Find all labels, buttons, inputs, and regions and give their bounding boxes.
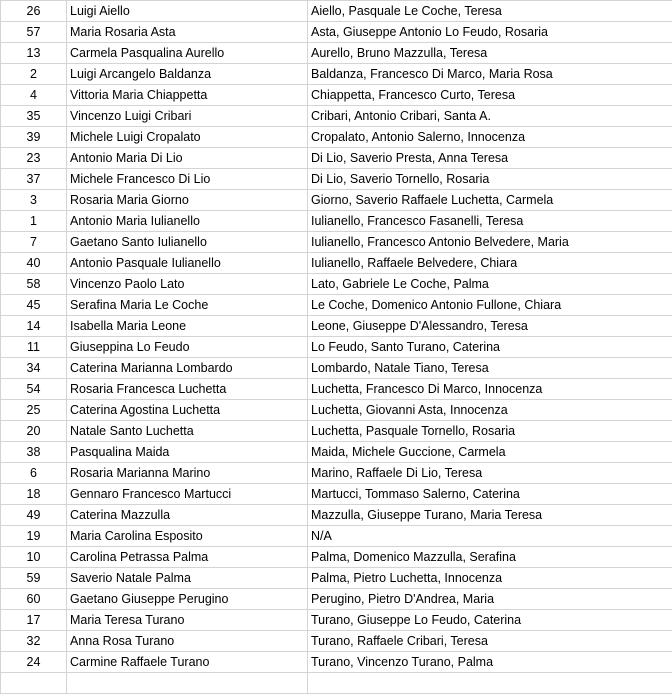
table-row xyxy=(1,337,672,358)
table-row xyxy=(1,547,672,568)
name-cell[interactable]: Anna Rosa Turano xyxy=(67,631,308,652)
name-cell[interactable]: Gaetano Santo Iulianello xyxy=(67,232,308,253)
name-cell[interactable]: Giuseppina Lo Feudo xyxy=(67,337,308,358)
name-cell[interactable]: Isabella Maria Leone xyxy=(67,316,308,337)
id-cell[interactable]: 1 xyxy=(1,211,67,232)
name-cell[interactable]: Vittoria Maria Chiappetta xyxy=(67,85,308,106)
table-body xyxy=(1,1,672,694)
table-row xyxy=(1,85,672,106)
id-cell[interactable]: 4 xyxy=(1,85,67,106)
name-cell[interactable]: Serafina Maria Le Coche xyxy=(67,295,308,316)
id-cell[interactable]: 7 xyxy=(1,232,67,253)
table-row xyxy=(1,127,672,148)
name-cell[interactable]: Caterina Marianna Lombardo xyxy=(67,358,308,379)
name-cell[interactable]: Caterina Agostina Luchetta xyxy=(67,400,308,421)
name-cell[interactable]: Carmela Pasqualina Aurello xyxy=(67,43,308,64)
name-cell[interactable]: Vincenzo Luigi Cribari xyxy=(67,106,308,127)
id-cell[interactable]: 2 xyxy=(1,64,67,85)
id-cell[interactable]: 23 xyxy=(1,148,67,169)
parents-cell[interactable]: Iulianello, Francesco Fasanelli, Teresa xyxy=(308,211,672,232)
name-cell[interactable]: Pasqualina Maida xyxy=(67,442,308,463)
table-row xyxy=(1,526,672,547)
name-cell[interactable]: Saverio Natale Palma xyxy=(67,568,308,589)
parents-cell[interactable]: Baldanza, Francesco Di Marco, Maria Rosa xyxy=(308,64,672,85)
id-cell[interactable]: 38 xyxy=(1,442,67,463)
id-cell[interactable]: 40 xyxy=(1,253,67,274)
table-row xyxy=(1,631,672,652)
id-cell[interactable]: 3 xyxy=(1,190,67,211)
parents-cell[interactable]: Luchetta, Pasquale Tornello, Rosaria xyxy=(308,421,672,442)
name-cell[interactable]: Natale Santo Luchetta xyxy=(67,421,308,442)
id-cell[interactable]: 26 xyxy=(1,1,67,22)
name-cell[interactable]: Maria Teresa Turano xyxy=(67,610,308,631)
table-row xyxy=(1,106,672,127)
id-cell[interactable]: 57 xyxy=(1,22,67,43)
table-row xyxy=(1,64,672,85)
table-row xyxy=(1,232,672,253)
id-cell[interactable]: 49 xyxy=(1,505,67,526)
parents-cell[interactable]: Lo Feudo, Santo Turano, Caterina xyxy=(308,337,672,358)
parents-cell[interactable]: Lato, Gabriele Le Coche, Palma xyxy=(308,274,672,295)
parents-cell[interactable]: Turano, Raffaele Cribari, Teresa xyxy=(308,631,672,652)
parents-cell[interactable]: Di Lio, Saverio Tornello, Rosaria xyxy=(308,169,672,190)
name-cell[interactable]: Maria Rosaria Asta xyxy=(67,22,308,43)
parents-cell[interactable]: Luchetta, Francesco Di Marco, Innocenza xyxy=(308,379,672,400)
table-row xyxy=(1,442,672,463)
empty-row xyxy=(1,673,672,694)
parents-cell[interactable]: Mazzulla, Giuseppe Turano, Maria Teresa xyxy=(308,505,672,526)
name-cell[interactable]: Antonio Maria Di Lio xyxy=(67,148,308,169)
id-cell[interactable]: 18 xyxy=(1,484,67,505)
id-cell[interactable]: 54 xyxy=(1,379,67,400)
parents-cell[interactable]: Leone, Giuseppe D'Alessandro, Teresa xyxy=(308,316,672,337)
name-cell[interactable]: Vincenzo Paolo Lato xyxy=(67,274,308,295)
parents-cell[interactable]: Iulianello, Raffaele Belvedere, Chiara xyxy=(308,253,672,274)
parents-cell[interactable]: Asta, Giuseppe Antonio Lo Feudo, Rosaria xyxy=(308,22,672,43)
id-cell[interactable]: 35 xyxy=(1,106,67,127)
id-cell[interactable]: 58 xyxy=(1,274,67,295)
parents-cell[interactable]: Aurello, Bruno Mazzulla, Teresa xyxy=(308,43,672,64)
id-cell[interactable]: 39 xyxy=(1,127,67,148)
id-cell[interactable]: 32 xyxy=(1,631,67,652)
name-cell[interactable]: Rosaria Maria Giorno xyxy=(67,190,308,211)
parents-cell[interactable]: Marino, Raffaele Di Lio, Teresa xyxy=(308,463,672,484)
name-cell[interactable]: Gaetano Giuseppe Perugino xyxy=(67,589,308,610)
id-cell[interactable]: 11 xyxy=(1,337,67,358)
name-cell[interactable]: Antonio Pasquale Iulianello xyxy=(67,253,308,274)
name-cell[interactable]: Gennaro Francesco Martucci xyxy=(67,484,308,505)
id-cell[interactable]: 14 xyxy=(1,316,67,337)
parents-cell[interactable]: Chiappetta, Francesco Curto, Teresa xyxy=(308,85,672,106)
id-cell[interactable]: 34 xyxy=(1,358,67,379)
table-row xyxy=(1,148,672,169)
id-cell[interactable]: 45 xyxy=(1,295,67,316)
name-cell[interactable]: Luigi Aiello xyxy=(67,1,308,22)
id-cell[interactable]: 60 xyxy=(1,589,67,610)
name-cell[interactable]: Carmine Raffaele Turano xyxy=(67,652,308,673)
parents-cell[interactable]: Martucci, Tommaso Salerno, Caterina xyxy=(308,484,672,505)
parents-cell[interactable]: Cribari, Antonio Cribari, Santa A. xyxy=(308,106,672,127)
name-cell[interactable]: Carolina Petrassa Palma xyxy=(67,547,308,568)
empty-cell[interactable] xyxy=(308,673,672,694)
table-row xyxy=(1,484,672,505)
table-row xyxy=(1,421,672,442)
table-row xyxy=(1,358,672,379)
table-row xyxy=(1,43,672,64)
name-cell[interactable]: Rosaria Francesca Luchetta xyxy=(67,379,308,400)
table-row xyxy=(1,316,672,337)
table-row xyxy=(1,568,672,589)
id-cell[interactable]: 24 xyxy=(1,652,67,673)
table-row xyxy=(1,211,672,232)
id-cell[interactable]: 13 xyxy=(1,43,67,64)
name-cell[interactable]: Caterina Mazzulla xyxy=(67,505,308,526)
table-row xyxy=(1,400,672,421)
parents-cell[interactable]: Lombardo, Natale Tiano, Teresa xyxy=(308,358,672,379)
parents-cell[interactable]: Aiello, Pasquale Le Coche, Teresa xyxy=(308,1,672,22)
id-cell[interactable]: 17 xyxy=(1,610,67,631)
table-row xyxy=(1,295,672,316)
table-row xyxy=(1,652,672,673)
table-row xyxy=(1,169,672,190)
parents-cell[interactable]: N/A xyxy=(308,526,672,547)
name-cell[interactable]: Michele Luigi Cropalato xyxy=(67,127,308,148)
id-cell[interactable]: 20 xyxy=(1,421,67,442)
name-cell[interactable]: Luigi Arcangelo Baldanza xyxy=(67,64,308,85)
table-row xyxy=(1,22,672,43)
id-cell[interactable]: 10 xyxy=(1,547,67,568)
parents-cell[interactable]: Cropalato, Antonio Salerno, Innocenza xyxy=(308,127,672,148)
id-cell[interactable]: 19 xyxy=(1,526,67,547)
parents-cell[interactable]: Luchetta, Giovanni Asta, Innocenza xyxy=(308,400,672,421)
parents-cell[interactable]: Le Coche, Domenico Antonio Fullone, Chiara xyxy=(308,295,672,316)
table-row xyxy=(1,505,672,526)
id-cell[interactable]: 6 xyxy=(1,463,67,484)
table-row xyxy=(1,610,672,631)
empty-cell[interactable] xyxy=(67,673,308,694)
id-cell[interactable]: 25 xyxy=(1,400,67,421)
parents-cell[interactable]: Palma, Domenico Mazzulla, Serafina xyxy=(308,547,672,568)
table-row xyxy=(1,463,672,484)
name-cell[interactable]: Antonio Maria Iulianello xyxy=(67,211,308,232)
id-cell[interactable]: 59 xyxy=(1,568,67,589)
parents-cell[interactable]: Di Lio, Saverio Presta, Anna Teresa xyxy=(308,148,672,169)
table-row xyxy=(1,379,672,400)
empty-cell[interactable] xyxy=(1,673,67,694)
table-row xyxy=(1,589,672,610)
parents-cell[interactable]: Maida, Michele Guccione, Carmela xyxy=(308,442,672,463)
table-row xyxy=(1,1,672,22)
parents-cell[interactable]: Perugino, Pietro D'Andrea, Maria xyxy=(308,589,672,610)
parents-cell[interactable]: Palma, Pietro Luchetta, Innocenza xyxy=(308,568,672,589)
parents-cell[interactable]: Giorno, Saverio Raffaele Luchetta, Carmela xyxy=(308,190,672,211)
parents-cell[interactable]: Turano, Vincenzo Turano, Palma xyxy=(308,652,672,673)
parents-cell[interactable]: Turano, Giuseppe Lo Feudo, Caterina xyxy=(308,610,672,631)
table-row xyxy=(1,190,672,211)
table-row xyxy=(1,274,672,295)
name-cell[interactable]: Michele Francesco Di Lio xyxy=(67,169,308,190)
name-cell[interactable]: Maria Carolina Esposito xyxy=(67,526,308,547)
id-cell[interactable]: 37 xyxy=(1,169,67,190)
table-row xyxy=(1,253,672,274)
parents-cell[interactable]: Iulianello, Francesco Antonio Belvedere, Maria xyxy=(308,232,672,253)
name-cell[interactable]: Rosaria Marianna Marino xyxy=(67,463,308,484)
